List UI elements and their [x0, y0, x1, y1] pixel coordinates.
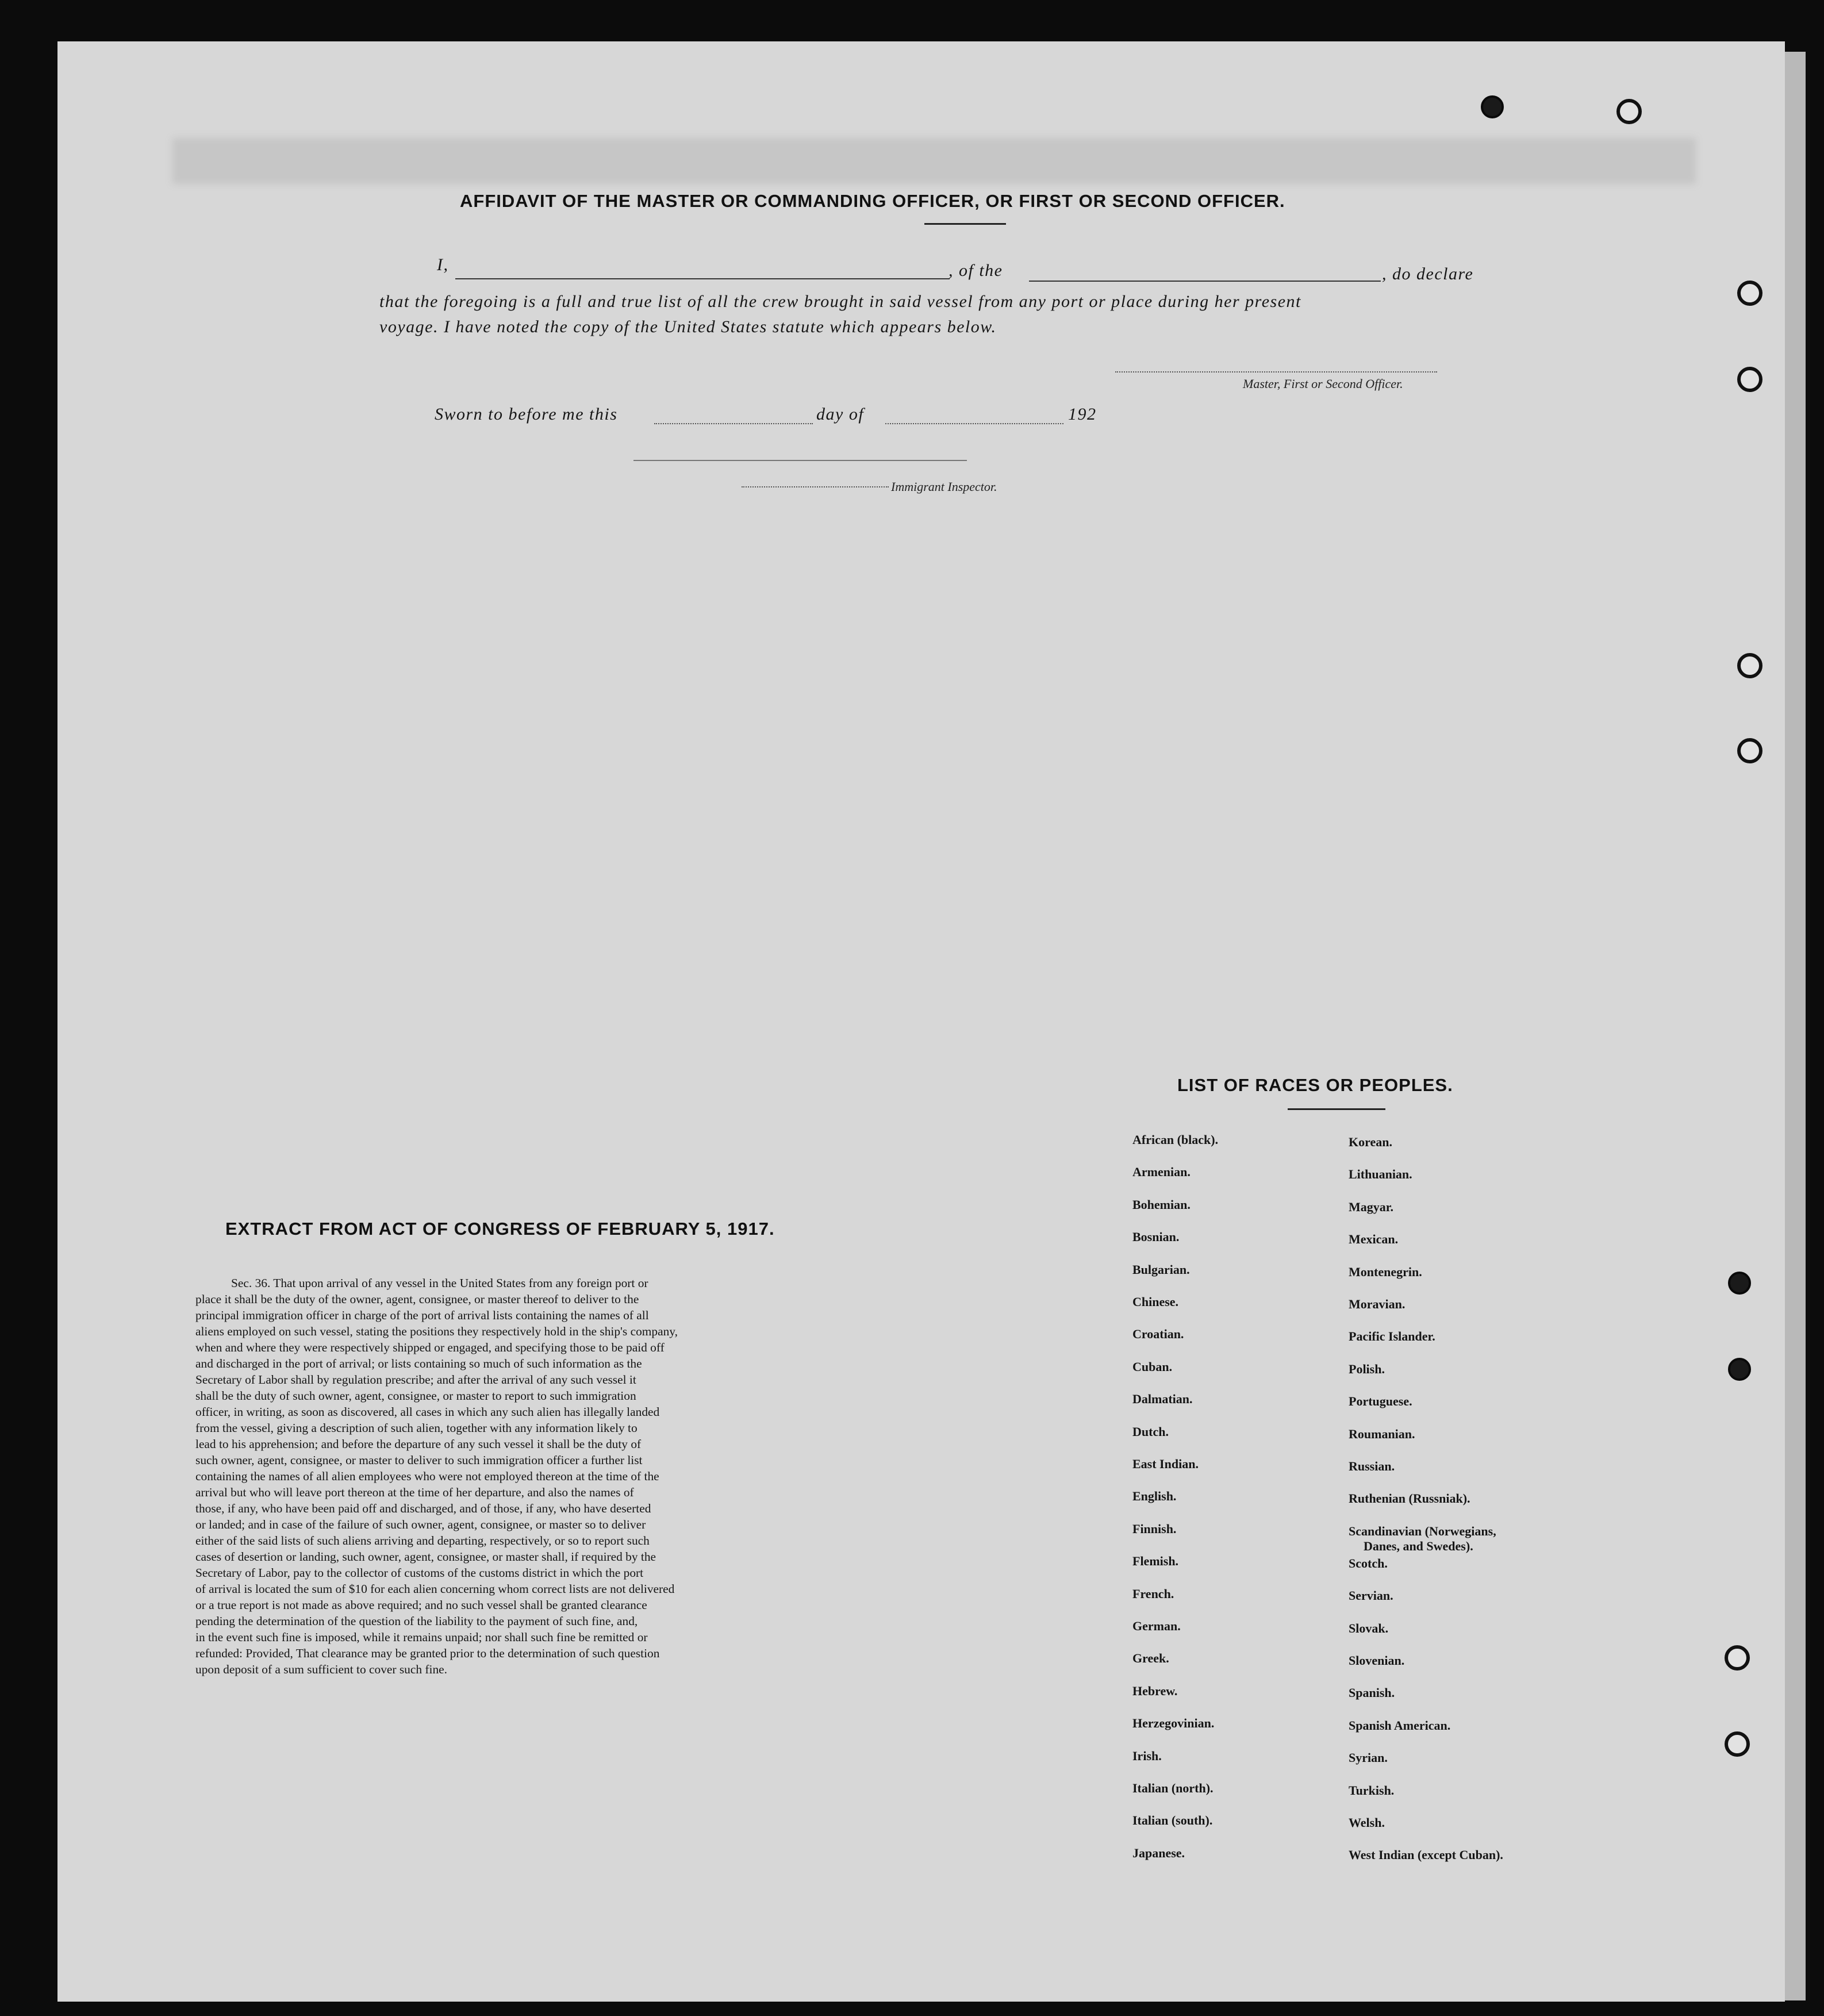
punch-hole-icon — [1481, 95, 1504, 118]
statute-line: upon deposit of a sum sufficient to cover such fine. — [195, 1662, 448, 1676]
race-item: Montenegrin. — [1349, 1264, 1422, 1279]
affidavit-do-declare: , do declare — [1382, 264, 1474, 283]
race-item: Ruthenian (Russniak). — [1349, 1491, 1470, 1506]
race-item: Armenian. — [1132, 1165, 1191, 1180]
sworn-year: 192 — [1068, 405, 1097, 424]
statute-line: those, if any, who have been paid off and discharged, and of those, if any, who have deserted — [195, 1502, 651, 1515]
race-item: Slovak. — [1349, 1621, 1389, 1635]
affidavit-line-2: that the foregoing is a full and true list of all the crew brought in said vessel from any port or place during her present — [379, 292, 1301, 311]
race-item: Irish. — [1132, 1748, 1162, 1763]
races-title: LIST OF RACES OR PEOPLES. — [1177, 1075, 1453, 1095]
sworn-day-of: day of — [816, 405, 865, 424]
race-item: Cuban. — [1132, 1359, 1173, 1374]
race-item: Russian. — [1349, 1459, 1395, 1473]
affidavit-i: I, — [437, 255, 449, 274]
sworn-month-blank — [885, 423, 1063, 424]
affidavit-of-the: , of the — [949, 261, 1003, 280]
race-item: Bohemian. — [1132, 1197, 1191, 1212]
punch-hole-icon — [1616, 99, 1642, 124]
statute-line: cases of desertion or landing, such owner, agent, consignee, or master shall, if required by the — [195, 1550, 656, 1564]
affidavit-line-3: voyage. I have noted the copy of the United States statute which appears below. — [379, 317, 997, 336]
race-item: Flemish. — [1132, 1554, 1179, 1569]
statute-line: pending the determination of the question of the liability to the payment of such fine, and, — [195, 1614, 638, 1628]
race-item: English. — [1132, 1489, 1177, 1504]
master-signature-blank — [1115, 371, 1437, 373]
races-title-underline — [1288, 1108, 1385, 1110]
race-item: Japanese. — [1132, 1845, 1185, 1860]
punch-hole-icon — [1725, 1731, 1750, 1757]
name-blank — [455, 278, 950, 279]
race-item: Spanish. — [1349, 1685, 1395, 1700]
statute-line: refunded: Provided, That clearance may be granted prior to the determination of such question — [195, 1646, 660, 1660]
inspector-dotted-blank — [742, 486, 889, 487]
race-item: Chinese. — [1132, 1295, 1179, 1309]
affidavit-title: AFFIDAVIT OF THE MASTER OR COMMANDING OFFICER, OR FIRST OR SECOND OFFICER. — [460, 191, 1285, 211]
statute-line: place it shall be the duty of the owner, agent, consignee, or master thereof to deliver to the — [195, 1292, 639, 1306]
extract-title: EXTRACT FROM ACT OF CONGRESS OF FEBRUARY 5, 1917. — [225, 1219, 775, 1239]
race-item: African (black). — [1132, 1132, 1219, 1147]
race-item: Syrian. — [1349, 1750, 1388, 1765]
race-item: Italian (south). — [1132, 1813, 1213, 1828]
punch-hole-icon — [1728, 1358, 1751, 1381]
sworn-day-blank — [654, 423, 813, 424]
statute-line: Sec. 36. That upon arrival of any vessel in the United States from any foreign port or — [231, 1276, 648, 1290]
race-item: French. — [1132, 1586, 1174, 1601]
statute-line: and discharged in the port of arrival; or lists containing so much of such information as the — [195, 1357, 642, 1370]
statute-line: officer, in writing, as soon as discovered, all cases in which any such alien has illegally landed — [195, 1405, 660, 1419]
race-item: Pacific Islander. — [1349, 1329, 1435, 1344]
race-item: Scandinavian (Norwegians, — [1349, 1523, 1496, 1538]
race-item: Roumanian. — [1349, 1426, 1415, 1441]
race-item: West Indian (except Cuban). — [1349, 1848, 1503, 1863]
statute-line: in the event such fine is imposed, while it remains unpaid; nor shall such fine be remitted or — [195, 1630, 648, 1644]
punch-hole-icon — [1725, 1645, 1750, 1671]
race-item: Danes, and Swedes). — [1364, 1538, 1473, 1553]
race-item: Spanish American. — [1349, 1718, 1451, 1733]
race-item: Welsh. — [1349, 1815, 1385, 1830]
race-item: Italian (north). — [1132, 1781, 1214, 1795]
statute-line: arrival but who will leave port thereon at the time of her departure, and also the names of — [195, 1485, 634, 1499]
statute-line: or landed; and in case of the failure of such owner, agent, consignee, or master so to deliver — [195, 1518, 646, 1531]
inspector-signature-blank — [633, 460, 967, 461]
statute-line: shall be the duty of such owner, agent, consignee, or master to report to such immigration — [195, 1389, 636, 1403]
inspector-label: Immigrant Inspector. — [891, 479, 997, 494]
statute-line: when and where they were respectively shipped or engaged, and specifying those to be paid off — [195, 1341, 665, 1354]
master-label: Master, First or Second Officer. — [1243, 377, 1403, 391]
statute-text — [195, 1275, 868, 1677]
statute-line: Secretary of Labor, pay to the collector of customs of the customs district in which the port — [195, 1566, 644, 1580]
statute-line: or a true report is not made as above required; and no such vessel shall be granted clearance — [195, 1598, 647, 1612]
race-item: Polish. — [1349, 1361, 1385, 1376]
vessel-blank — [1029, 281, 1381, 282]
punch-hole-icon — [1737, 653, 1762, 678]
race-item: Herzegovinian. — [1132, 1716, 1215, 1731]
race-item: Dalmatian. — [1132, 1392, 1193, 1407]
race-item: Finnish. — [1132, 1521, 1177, 1536]
title-underline — [924, 223, 1006, 225]
statute-line: principal immigration officer in charge of the port of arrival lists containing the names of all — [195, 1308, 649, 1322]
statute-line: containing the names of all alien employees who were not employed thereon at the time of the — [195, 1469, 659, 1483]
race-item: Moravian. — [1349, 1297, 1406, 1311]
punch-hole-icon — [1737, 367, 1762, 392]
statute-line: lead to his apprehension; and before the departure of any such vessel it shall be the duty of — [195, 1437, 642, 1451]
race-item: Hebrew. — [1132, 1683, 1178, 1698]
statute-line: either of the said lists of such aliens arriving and departing, respectively, or so to report such — [195, 1534, 650, 1547]
statute-line: Secretary of Labor shall by regulation prescribe; and after the arrival of any such vessel it — [195, 1373, 636, 1387]
bleed-through-heading — [172, 138, 1696, 184]
race-item: Mexican. — [1349, 1232, 1399, 1247]
race-item: Magyar. — [1349, 1199, 1394, 1214]
race-item: Bulgarian. — [1132, 1262, 1190, 1277]
race-item: Korean. — [1349, 1135, 1392, 1149]
punch-hole-icon — [1737, 281, 1762, 306]
statute-line: of arrival is located the sum of $10 for each alien concerning whom correct lists are not delivered — [195, 1582, 675, 1596]
sworn-prefix: Sworn to before me this — [435, 405, 618, 424]
statute-line: such owner, agent, consignee, or master to deliver to such immigration officer a further list — [195, 1453, 643, 1467]
race-item: Slovenian. — [1349, 1653, 1405, 1668]
race-item: Croatian. — [1132, 1327, 1184, 1342]
race-item: Lithuanian. — [1349, 1167, 1412, 1182]
race-item: Turkish. — [1349, 1783, 1395, 1798]
statute-line: from the vessel, giving a description of such alien, together with any information likely to — [195, 1421, 638, 1435]
race-item: Scotch. — [1349, 1556, 1388, 1570]
race-item: German. — [1132, 1619, 1181, 1633]
race-item: Bosnian. — [1132, 1230, 1180, 1245]
race-item: Dutch. — [1132, 1424, 1169, 1439]
race-item: East Indian. — [1132, 1457, 1199, 1471]
statute-line: aliens employed on such vessel, stating the positions they respectively hold in the ship's company, — [195, 1324, 678, 1338]
race-item: Portuguese. — [1349, 1394, 1412, 1409]
punch-hole-icon — [1737, 738, 1762, 763]
race-item: Greek. — [1132, 1651, 1169, 1666]
race-item: Servian. — [1349, 1588, 1393, 1603]
punch-hole-icon — [1728, 1272, 1751, 1295]
